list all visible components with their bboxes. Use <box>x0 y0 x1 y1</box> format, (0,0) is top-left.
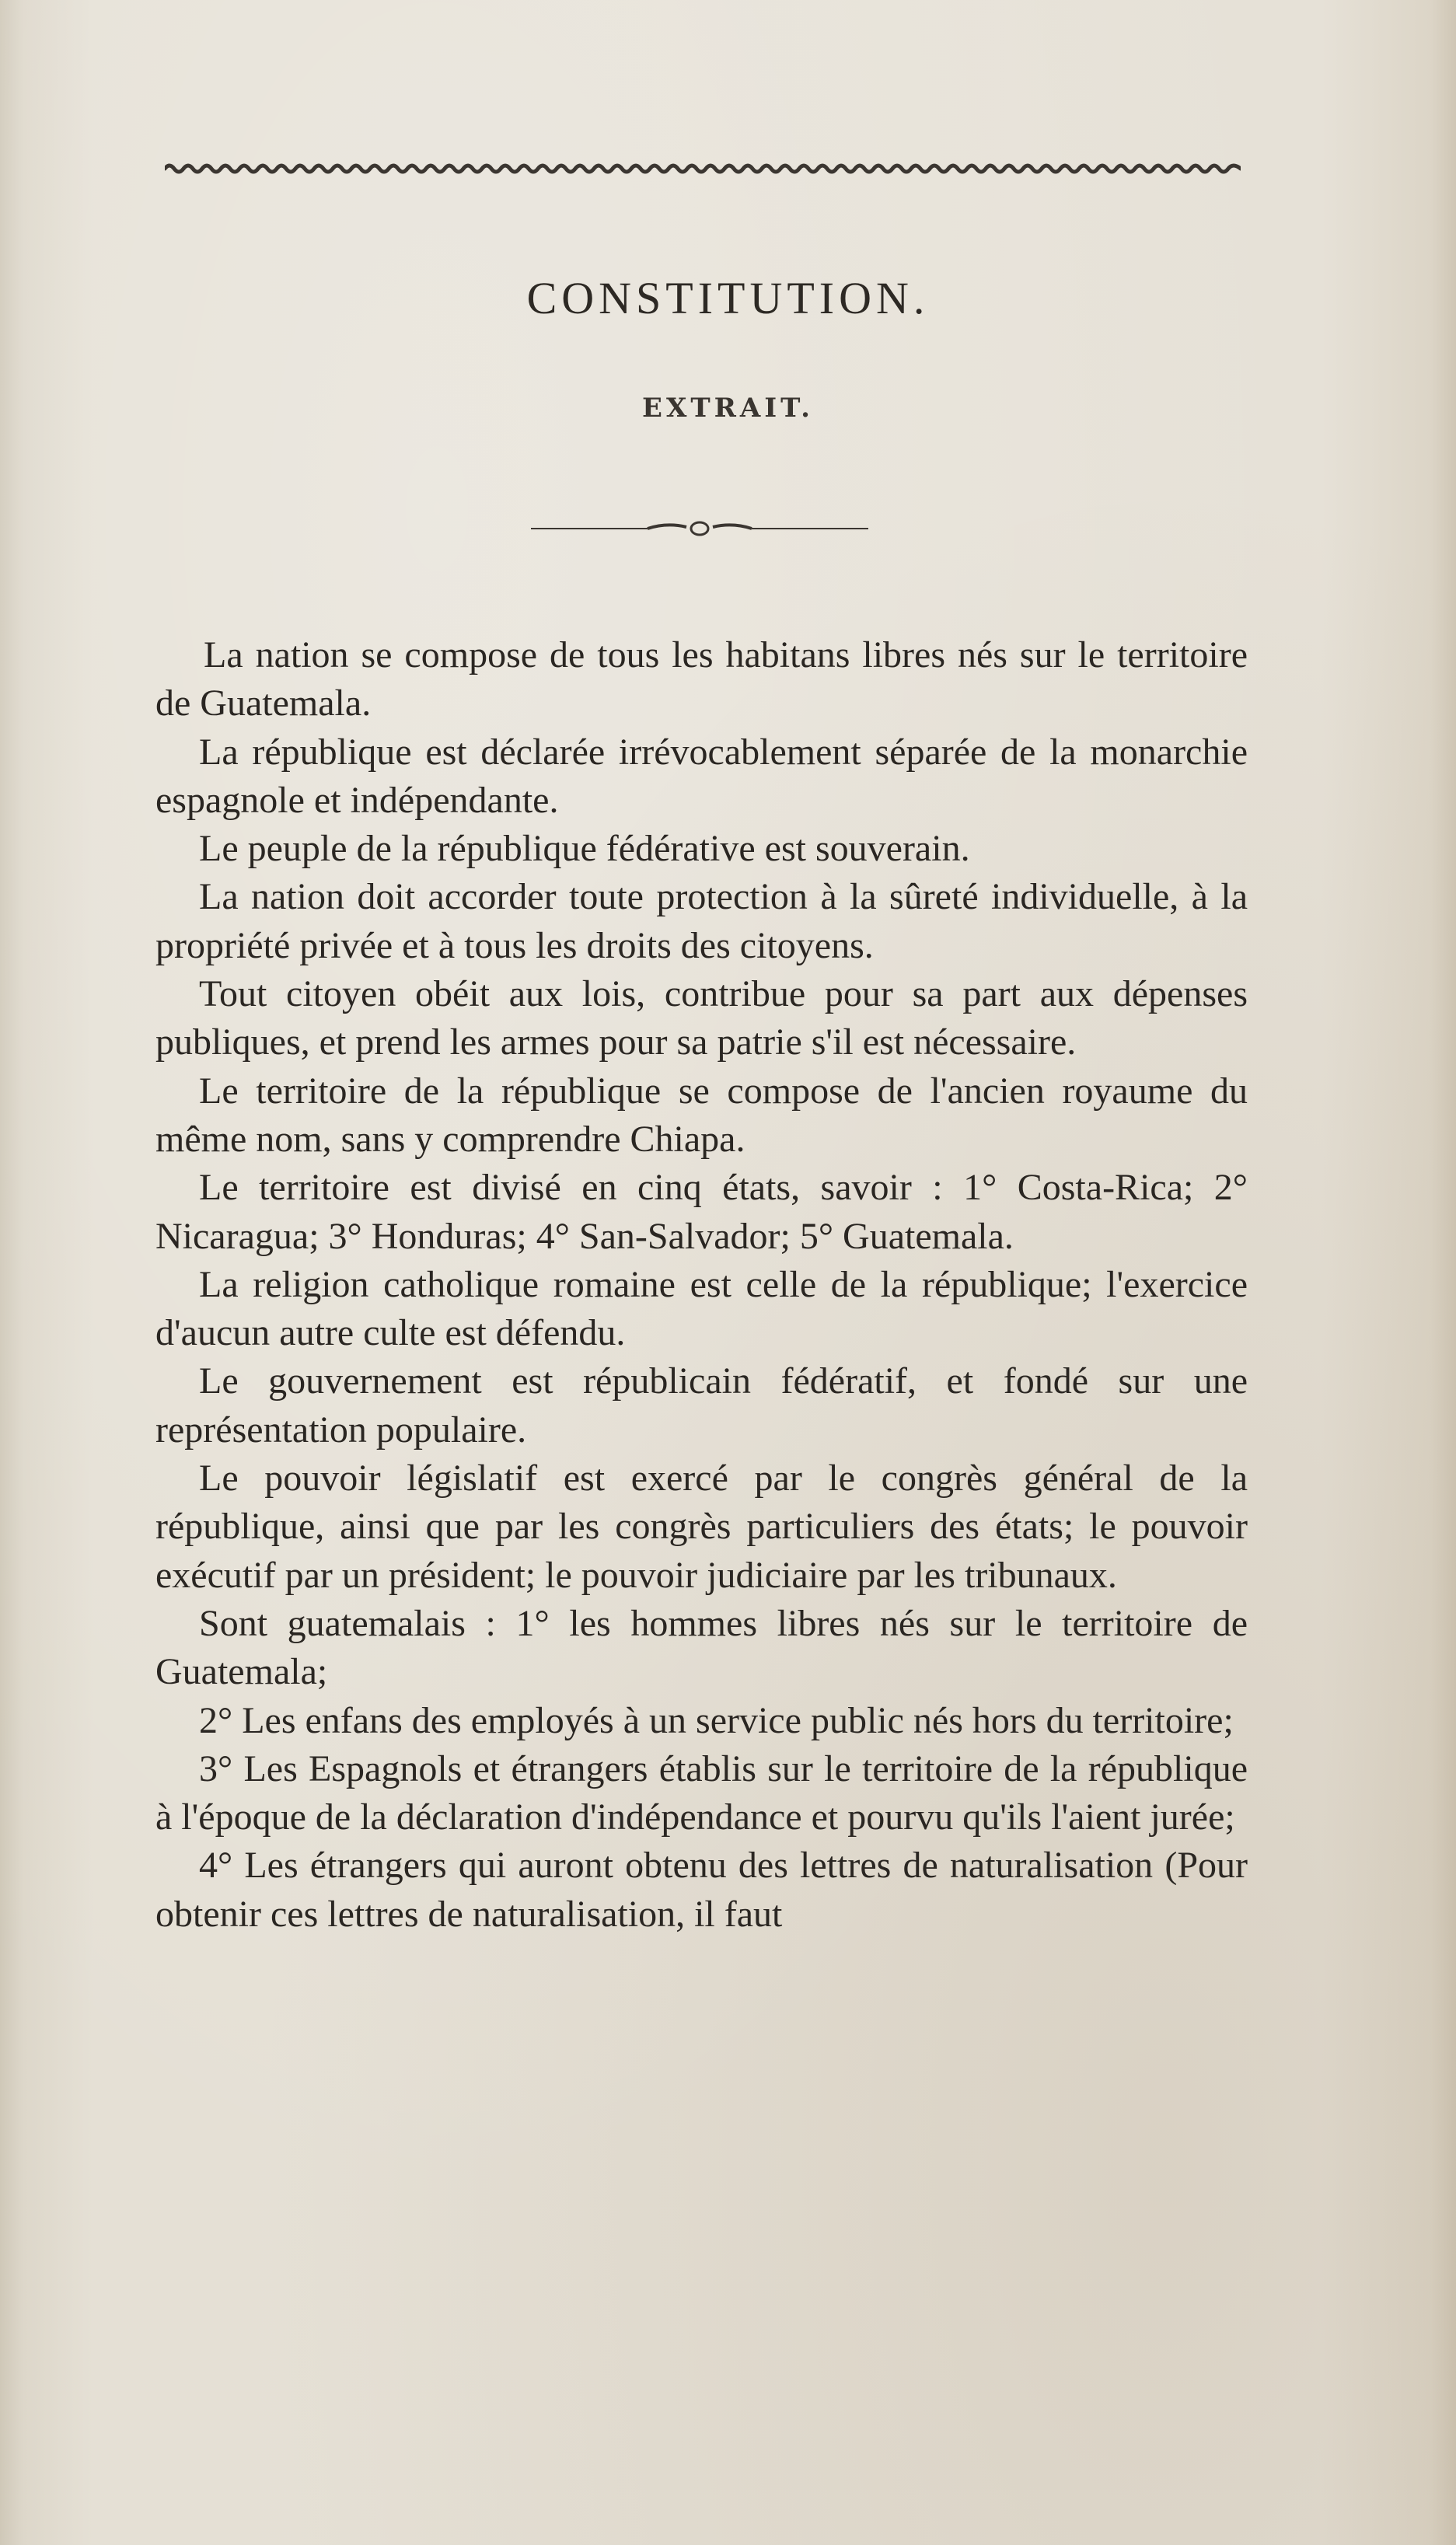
paragraph: La république est déclarée irrévocablement séparée de la monarchie espagnole et indépendante. <box>155 731 1248 821</box>
ornamental-flourish <box>531 515 868 543</box>
paragraph: 4° Les étrangers qui auront obtenu des lettres de naturalisation (Pour obtenir ces lettres de naturalisation, il faut <box>155 1845 1248 1935</box>
ornamental-rule-top <box>165 159 1241 175</box>
paragraph: La nation se compose de tous les habitans libres nés sur le territoire de Guatemala. <box>155 634 1248 724</box>
paragraph: Le pouvoir législatif est exercé par le congrès général de la république, ainsi que par les congrès particuliers des états; le pouvoir exécutif par un président; le pouvoir judiciaire par les tribunaux. <box>155 1458 1248 1596</box>
paragraph: Tout citoyen obéit aux lois, contribue pour sa part aux dépenses publiques, et prend les armes pour sa patrie s'il est nécessaire. <box>155 973 1248 1063</box>
paragraph: La religion catholique romaine est celle de la république; l'exercice d'aucun autre culte est défendu. <box>155 1263 1248 1354</box>
paragraph: 3° Les Espagnols et étrangers établis sur le territoire de la république à l'époque de la déclaration d'indépendance et pourvu qu'ils l'aient jurée; <box>155 1747 1248 1838</box>
page-title: CONSTITUTION. <box>526 273 930 323</box>
paragraph: Sont guatemalais : 1° les hommes libres nés sur le territoire de Guatemala; <box>155 1602 1248 1693</box>
paragraph: La nation doit accorder toute protection à la sûreté individuelle, à la propriété privée et à tous les droits des citoyens. <box>155 876 1248 966</box>
body-text <box>155 631 1248 1939</box>
paragraph: Le territoire est divisé en cinq états, savoir : 1° Costa-Rica; 2° Nicaragua; 3° Honduras; 4° San-Salvador; 5° Guatemala. <box>155 1167 1248 1257</box>
page-subtitle: EXTRAIT. <box>642 393 814 424</box>
paragraph: Le peuple de la république fédérative est souverain. <box>199 828 970 870</box>
paragraph: Le gouvernement est républicain fédératif, et fondé sur une représentation populaire. <box>155 1360 1248 1451</box>
paragraph: Le territoire de la république se compose de l'ancien royaume du même nom, sans y comprendre Chiapa. <box>155 1070 1248 1160</box>
paragraph: 2° Les enfans des employés à un service public nés hors du territoire; <box>199 1699 1234 1741</box>
